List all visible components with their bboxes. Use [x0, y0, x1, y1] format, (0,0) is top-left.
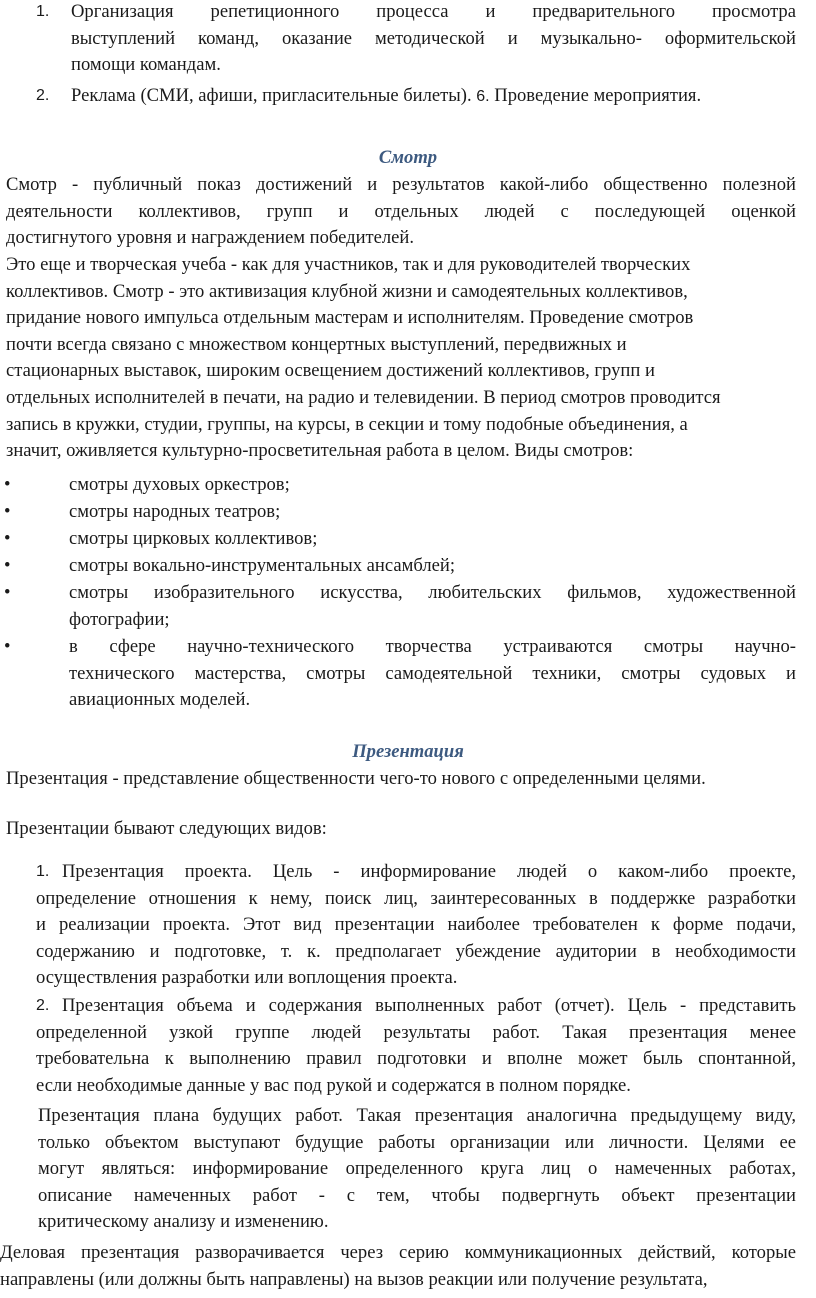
text-line: содержанию и подготовке, т. к. предполагает убеждение аудитории в необходимости	[36, 940, 796, 962]
text-line: Презентация проекта. Цель - информирование людей о каком-либо проекте,	[62, 861, 796, 882]
smotr-definition	[6, 172, 796, 252]
intro-item-1-number: 1.	[36, 3, 50, 20]
smotr-body	[6, 252, 796, 465]
presentation-definition	[6, 766, 796, 793]
list-item-text: технического мастерства, смотры самодеятельной техники, смотры судовых и	[69, 662, 796, 684]
text-line: Это еще и творческая учеба - как для участников, так и для руководителей творческих	[6, 254, 691, 275]
text-line: значит, оживляется культурно-просветительная работа в целом. Виды смотров:	[6, 440, 634, 462]
text-line: Презентация - представление общественности чего-то нового с определенными целями.	[6, 768, 706, 789]
intro-item-2-number: 2.	[36, 87, 50, 104]
intro-item-6-text: Проведение мероприятия.	[494, 85, 702, 106]
bullet-icon: •	[4, 582, 11, 603]
section-heading-smotr: Смотр	[378, 147, 438, 168]
text-line: почти всегда связано с множеством концертных выступлений, передвижных и	[6, 333, 627, 355]
presentation-kind-2-number: 2.	[36, 997, 50, 1014]
text-line: отдельных исполнителей в печати, на радио и телевидении. В период смотров проводится	[6, 386, 721, 408]
text-line: осуществления разработки или воплощения проекта.	[36, 967, 458, 989]
text-line: придание нового импульса отдельным мастерам и исполнителям. Проведение смотров	[6, 307, 694, 329]
list-item-text: фотографии;	[69, 608, 170, 630]
text-line: достигнутого уровня и награждением победителей.	[6, 227, 415, 249]
intro-item-2-text: Реклама (СМИ, афиши, пригласительные билеты).	[71, 85, 472, 106]
text-line: только объектом выступают будущие работы организации или личности. Целями ее	[38, 1131, 796, 1153]
text-line: стационарных выставок, широким освещением достижений коллективов, групп и	[6, 360, 655, 382]
text-line: Презентация плана будущих работ. Такая презентация аналогична предыдущему виду,	[38, 1105, 796, 1126]
list-item-text: смотры вокально-инструментальных ансамблей;	[69, 555, 456, 576]
text-line: и реализации проекта. Этот вид презентации наиболее требователен к форме подачи,	[36, 914, 796, 936]
bullet-icon: •	[4, 501, 11, 522]
bullet-icon: •	[4, 636, 11, 657]
section-heading-presentation: Презентация	[352, 741, 464, 762]
list-item-text: смотры цирковых коллективов;	[69, 528, 318, 549]
presentation-business	[0, 1240, 796, 1293]
text-line: выступлений команд, оказание методической и музыкально- оформительской	[71, 27, 796, 49]
text-line: описание намеченных работ - с тем, чтобы подвергнуть объект презентации	[38, 1184, 796, 1206]
text-line: могут являться: информирование определенного круга лиц о намеченных работах,	[38, 1158, 796, 1180]
text-line: Презентации бывают следующих видов:	[6, 818, 327, 839]
presentation-kinds-intro	[6, 816, 796, 843]
text-line: Смотр - публичный показ достижений и результатов какой-либо общественно полезной	[6, 174, 796, 195]
text-line: направлены (или должны быть направлены) на вызов реакции или получение результата,	[0, 1268, 708, 1290]
bullet-icon: •	[4, 474, 11, 495]
text-line: запись в кружки, студии, группы, на курсы, в секции и тому подобные объединения, а	[6, 413, 688, 435]
presentation-future-works	[38, 1103, 796, 1236]
text-line: если необходимые данные у вас под рукой и содержатся в полном порядке.	[36, 1074, 631, 1096]
list-item-text: смотры духовых оркестров;	[69, 474, 290, 495]
text-line: Организация репетиционного процесса и предварительного просмотра	[71, 1, 796, 22]
text-line: критическому анализу и изменению.	[38, 1211, 329, 1233]
text-line: деятельности коллективов, групп и отдельных людей с последующей оценкой	[6, 200, 796, 222]
list-item-text: авиационных моделей.	[69, 689, 251, 711]
list-item-text: в сфере научно-технического творчества устраиваются смотры научно-	[69, 636, 796, 657]
text-line: помощи командам.	[71, 54, 221, 76]
list-item-text: смотры изобразительного искусства, любительских фильмов, художественной	[69, 582, 796, 603]
list-item-text: смотры народных театров;	[69, 501, 281, 522]
bullet-icon: •	[4, 528, 11, 549]
text-line: определение отношения к нему, поиск лиц, заинтересованных в поддержке разработки	[36, 887, 796, 909]
text-line: коллективов. Смотр - это активизация клубной жизни и самодеятельных коллективов,	[6, 280, 688, 302]
text-line: Деловая презентация разворачивается через серию коммуникационных действий, которые	[0, 1242, 796, 1263]
text-line: Презентация объема и содержания выполненных работ (отчет). Цель - представить	[62, 995, 796, 1016]
presentation-kind-1-number: 1.	[36, 863, 50, 880]
text-line: определенной узкой группе людей результаты работ. Такая презентация менее	[36, 1021, 796, 1043]
intro-item-6-number: 6.	[476, 88, 490, 105]
text-line: требовательна к выполнению правил подготовки и вполне может быль спонтанной,	[36, 1048, 796, 1070]
bullet-icon: •	[4, 555, 11, 576]
